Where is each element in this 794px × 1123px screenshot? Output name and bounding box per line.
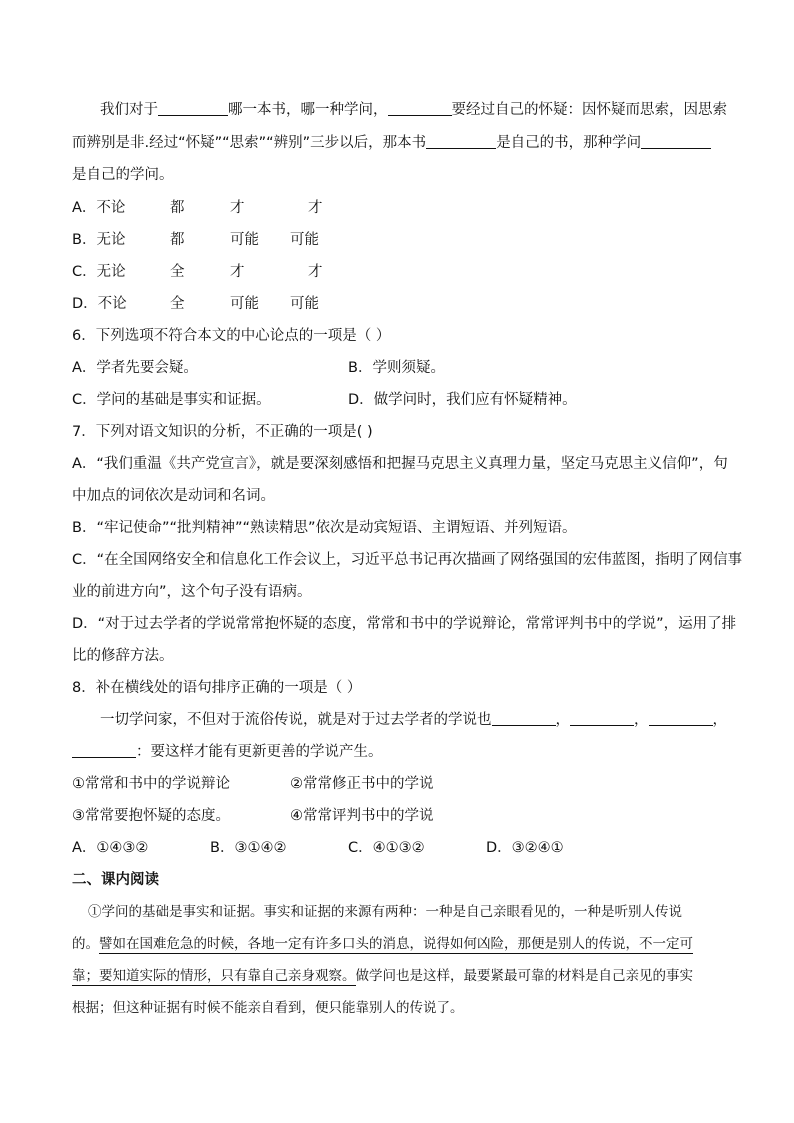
q5-text: 是自己的书，那种学问 <box>496 135 642 151</box>
option-label: B．无论 <box>72 232 126 248</box>
option-word: 可能 <box>230 296 259 312</box>
option-label: A．不论 <box>72 200 126 216</box>
comma: ， <box>712 712 727 728</box>
q6-option-a[interactable]: A．学者先要会疑。 <box>72 360 198 376</box>
q5-text: 我们对于 <box>100 102 158 118</box>
q8-text: 一切学问家，不但对于流俗传说，就是对于过去学者的学说也 <box>100 712 492 728</box>
q5-line-3: 是自己的学问。 <box>72 167 174 183</box>
answer-blank[interactable] <box>649 711 713 726</box>
q7-option-c-line1[interactable]: C．“在全国网络安全和信息化工作会议上，习近平总书记再次描画了网络强国的宏伟蓝图，指明了网信事 <box>72 552 743 568</box>
q5-option-d[interactable] <box>72 294 319 314</box>
reading-line-2 <box>72 934 693 954</box>
q7-option-c-line2[interactable]: 业的前进方向”，这个句子没有语病。 <box>72 584 312 600</box>
q8-item-3: ③常常要抱怀疑的态度。 <box>72 808 230 824</box>
answer-blank[interactable] <box>641 134 711 149</box>
q8-passage-line1 <box>100 710 727 730</box>
answer-blank[interactable] <box>492 711 556 726</box>
reading-line-1: ①学问的基础是事实和证据。事实和证据的来源有两种：一种是自己亲眼看见的，一种是听别人传说 <box>88 904 682 920</box>
reading-line-3 <box>72 966 693 986</box>
q5-text: 哪一本书，哪一种学问， <box>228 102 388 118</box>
option-word: 可能 <box>230 232 259 248</box>
q6-stem: 6．下列选项不符合本文的中心论点的一项是（ ） <box>72 328 391 344</box>
option-word: 才 <box>230 200 245 216</box>
underlined-text: 譬如在国难危急的时候，各地一定有许多口头的消息，说得如何凶险，那便是别人的传说，不一定可 <box>99 936 693 952</box>
q8-text: ：要这样才能有更新更善的学说产生。 <box>136 744 383 760</box>
q7-option-b[interactable]: B．“牢记使命”“批判精神”“熟读精思”依次是动宾短语、主谓短语、并列短语。 <box>72 520 577 536</box>
option-word: 都 <box>170 200 185 216</box>
q8-stem: 8．补在横线处的语句排序正确的一项是（ ） <box>72 680 362 696</box>
q8-option-b[interactable]: B．③①④② <box>210 840 287 856</box>
q5-option-b[interactable] <box>72 230 319 250</box>
reading-text: 的。 <box>72 936 99 952</box>
q5-line-2 <box>72 133 711 153</box>
q7-option-d-line1[interactable]: D．“对于过去学者的学说常常抱怀疑的态度，常常和书中的学说辩论，常常评判书中的学说”，运用了排 <box>72 616 737 632</box>
q6-option-b[interactable]: B．学则须疑。 <box>348 360 445 376</box>
option-word: 全 <box>170 296 185 312</box>
option-word: 全 <box>170 264 185 280</box>
q7-stem: 7．下列对语文知识的分析，不正确的一项是( ) <box>72 424 373 440</box>
comma: ， <box>634 712 649 728</box>
q7-option-d-line2[interactable]: 比的修辞方法。 <box>72 648 174 664</box>
option-word: 才 <box>230 264 245 280</box>
underlined-text: 靠；要知道实际的情形，只有靠自己亲身观察。 <box>72 968 356 984</box>
q5-text: 而辨别是非.经过“怀疑”“思索”“辨别”三步以后，那本书 <box>72 135 427 151</box>
q5-line-1 <box>100 100 727 120</box>
option-label: C．无论 <box>72 264 126 280</box>
reading-line-4: 根据；但这种证据有时候不能亲自看到，便只能靠别人的传说了。 <box>72 1000 464 1016</box>
option-label: D．不论 <box>72 296 127 312</box>
answer-blank[interactable] <box>72 743 136 758</box>
q8-option-c[interactable]: C．④①③② <box>348 840 425 856</box>
q5-option-c[interactable] <box>72 262 323 282</box>
q6-option-d[interactable]: D．做学问时，我们应有怀疑精神。 <box>348 392 577 408</box>
answer-blank[interactable] <box>158 101 228 116</box>
option-word: 才 <box>308 264 323 280</box>
q8-item-1: ①常常和书中的学说辩论 <box>72 776 230 792</box>
option-word: 可能 <box>290 296 319 312</box>
answer-blank[interactable] <box>388 101 452 116</box>
section-title: 二、课内阅读 <box>72 872 159 888</box>
q5-text: 要经过自己的怀疑：因怀疑而思索，因思索 <box>451 102 727 118</box>
q8-option-a[interactable]: A．①④③② <box>72 840 149 856</box>
comma: ， <box>555 712 570 728</box>
option-word: 都 <box>170 232 185 248</box>
q8-passage-line2 <box>72 742 383 762</box>
q6-option-c[interactable]: C．学问的基础是事实和证据。 <box>72 392 271 408</box>
q7-option-a-line2[interactable]: 中加点的词依次是动词和名词。 <box>72 488 275 504</box>
q5-option-a[interactable] <box>72 198 323 218</box>
q8-option-d[interactable]: D．③②④① <box>486 840 564 856</box>
answer-blank[interactable] <box>570 711 634 726</box>
reading-text: 做学问也是这样，最要紧最可靠的材料是自己亲见的事实 <box>355 968 693 984</box>
q8-item-4: ④常常评判书中的学说 <box>290 808 434 824</box>
option-word: 才 <box>308 200 323 216</box>
option-word: 可能 <box>290 232 319 248</box>
answer-blank[interactable] <box>426 134 496 149</box>
q7-option-a-line1[interactable]: A．“我们重温《共产党宣言》，就是要深刻感悟和把握马克思主义真理力量，坚定马克思主义信仰”，句 <box>72 456 728 472</box>
q8-item-2: ②常常修正书中的学说 <box>290 776 434 792</box>
